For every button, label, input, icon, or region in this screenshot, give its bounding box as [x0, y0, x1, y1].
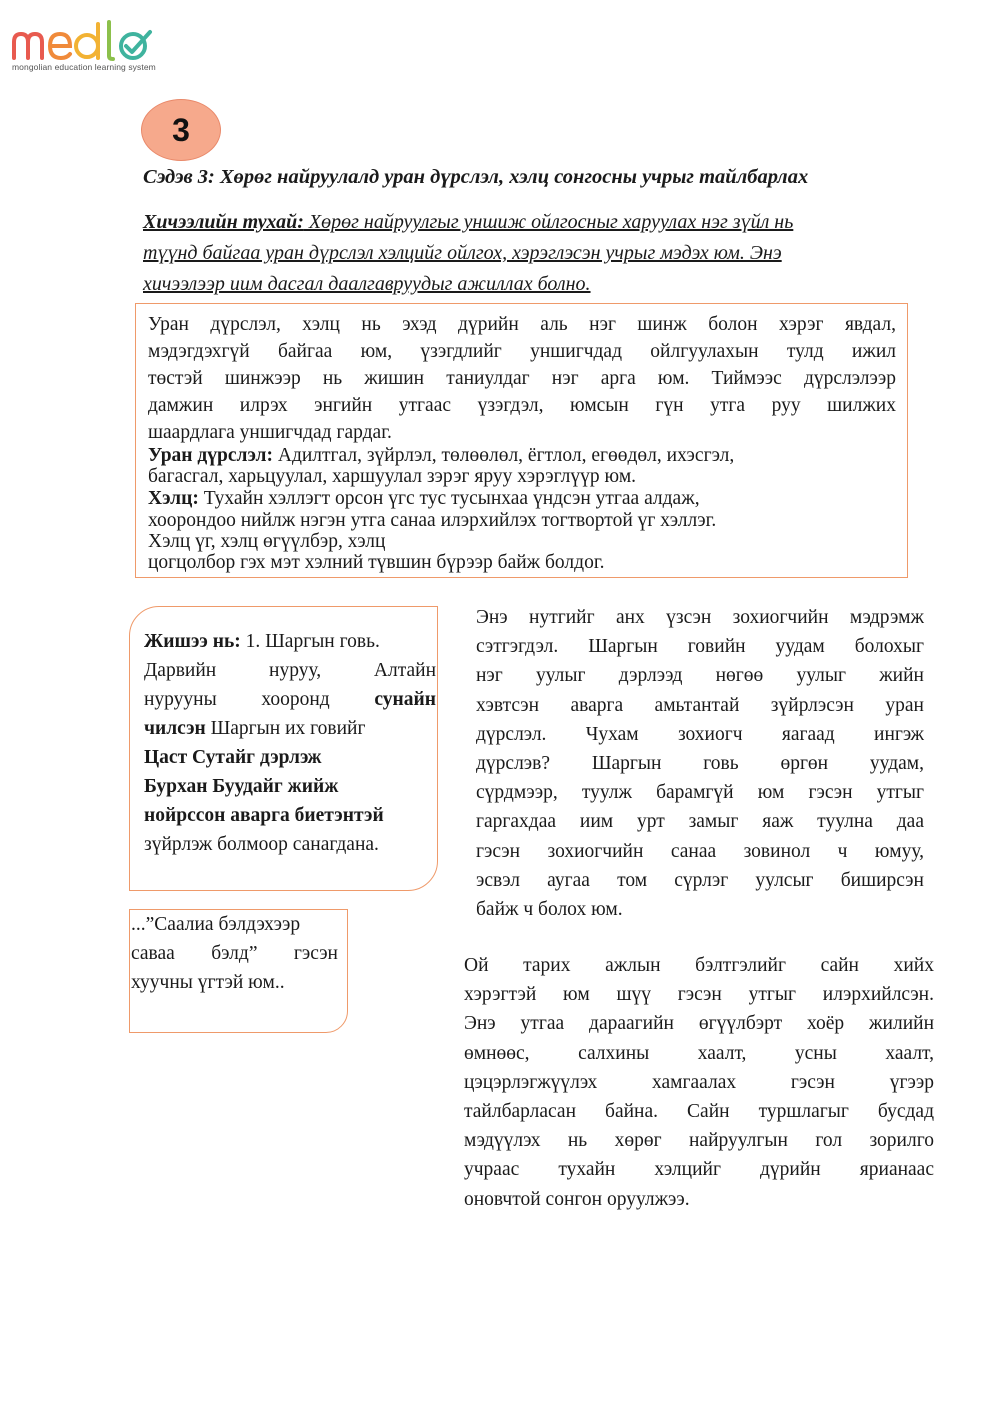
helts-line: хоорондоо нийлж нэгэн утга санаа илэрхийлэх тогтвортой үг хэллэг.: [148, 510, 717, 531]
exp2-line: өмнөөс, салхины хаалт, усны хаалт,: [464, 1042, 934, 1064]
exp2-line: тайлбарласан байна. Сайн туршлагыг бусдад: [464, 1101, 934, 1122]
exp1-line: байж ч болох юм.: [476, 899, 623, 920]
exp2-line: мэдүүлэх нь хөрөг найруулгын гол зорилго: [464, 1130, 934, 1152]
exp2-line: оновчтой сонгон оруулжээ.: [464, 1188, 690, 1210]
definition-line: төстэй шинжээр нь жишин таниулдаг нэг арга юм. Тиймээс дүрслэлээр: [148, 368, 896, 389]
example-line: [144, 718, 436, 740]
example-bold: сунайн: [374, 689, 436, 710]
example-line: Бурхан Буудайг жийж: [144, 776, 339, 797]
uran-line: [148, 445, 734, 467]
example-line: [144, 631, 436, 653]
exp1-line: эсвэл аугаа том сүрлэг уулсыг биширсэн: [476, 869, 924, 891]
topic-title: Сэдэв 3: Хөрөг найруулалд уран дүрслэл, хэлц сонгосны учрыг тайлбарлах: [143, 166, 809, 188]
about-line: хичээлээр иим дасгал даалгавруудыг ажиллах болно.: [143, 273, 591, 295]
helts-line: цогцолбор гэх мэт хэлний түвшин бүрээр байж болдог.: [148, 552, 605, 573]
about-line: Хөрөг найруулгыг уншиж ойлгосныг харуулах нэг зүйл нь: [303, 211, 794, 233]
example-text: 1. Шаргын говь.: [240, 631, 380, 652]
helts-text: Тухайн хэллэгт орсон үгс тус тусынхаа үндсэн утгаа алдаж,: [198, 488, 700, 509]
example-line: зүйрлэж болмоор санагдана.: [144, 834, 379, 855]
exp1-line: дүрслэв? Шаргын говь өргөн уудам,: [476, 753, 924, 774]
uran-line: багасгал, харьцуулал, харшуулал зэрэг яруу хэрэглүүр юм.: [148, 466, 637, 487]
quote-line: хуучны үгтэй юм..: [131, 972, 285, 993]
about-label: Хичээлийн тухай:: [143, 211, 304, 233]
helts-line: Хэлц үг, хэлц өгүүлбэр, хэлц: [148, 531, 386, 552]
definition-line: шаардлага уншигчдад гардаг.: [148, 422, 392, 443]
exp2-line: цэцэрлэгжүүлэх хамгаалах гэсэн үгээр: [464, 1071, 934, 1093]
exp1-line: хэвтсэн аварга амьтантай зүйрлэсэн уран: [476, 694, 924, 716]
uran-label: Уран дүрслэл:: [148, 445, 273, 466]
example-line3: [144, 689, 436, 711]
quote-line: ...”Саалиа бэлдэхээр: [131, 914, 301, 935]
exp2-line: хэрэгтэй юм шүү гэсэн утгыг илэрхийлсэн.: [464, 984, 934, 1006]
example-text: нурууны хооронд: [144, 689, 375, 710]
about-line: түүнд байгаа уран дүрслэл хэлцийг ойлгох, хэрэглэсэн учрыг мэдэх юм. Энэ: [143, 242, 782, 264]
exp1-line: гаргахдаа иим урт замыг яаж туулна даа: [476, 811, 924, 833]
exp1-line: гэсэн зохиогчийн санаа зовинол ч юмуу,: [476, 840, 924, 862]
uran-text: Адилтгал, зүйрлэл, төлөөлөл, ёгтлол, егөөдөл, ихэсгэл,: [272, 445, 735, 466]
quote-line: саваа бэлд” гэсэн: [131, 943, 338, 964]
example-line: Дарвийн нуруу, Алтайн: [144, 660, 436, 681]
definition-line: дамжин илрэх энгийн утгаас үзэгдэл, юмсын гүн утга руу шилжих: [148, 395, 896, 416]
lesson-number-badge: 3: [141, 99, 221, 161]
helts-label: Хэлц:: [148, 488, 199, 509]
example-label: Жишээ нь:: [144, 631, 241, 652]
example-line: [144, 689, 436, 711]
exp1-line: Энэ нутгийг анх үзсэн зохиогчийн мэдрэмж: [476, 607, 924, 628]
exp2-line: учраас тухайн хэлцийг дүрийн ярианаас: [464, 1159, 934, 1181]
exp2-line: Ой тарих ажлын бэлтгэлийг сайн хийх: [464, 955, 934, 976]
helts-line: [148, 488, 700, 510]
example-bold: чилсэн: [144, 718, 206, 739]
exp1-line: дүрслэл. Чухам зохиогч яагаад ингэж: [476, 723, 924, 745]
exp1-line: нэг уулыг дэрлээд нөгөө уулыг жийн: [476, 665, 924, 687]
logo-tagline: mongolian education learning system: [12, 62, 156, 72]
example-line: Цаст Сутайг дэрлэж: [144, 747, 322, 768]
lesson-about: [143, 207, 910, 300]
exp1-line: сүрдмээр, туулж барамгүй юм гэсэн утгыг: [476, 782, 924, 804]
definition-line: мэдэгдэхгүй байгаа юм, үзэгдлийг уншигчдад ойлгуулахын тулд ижил: [148, 341, 896, 362]
exp2-line: Энэ утгаа дараагийн өгүүлбэрт хоёр жилийн: [464, 1013, 934, 1035]
example-text: Шаргын их говийг: [205, 718, 366, 739]
exp1-line: сэтгэгдэл. Шаргын говийн уудам болохыг: [476, 636, 924, 658]
definition-line: Уран дүрслэл, хэлц нь эхэд дүрийн аль нэг шинж болон хэрэг явдал,: [148, 314, 896, 335]
example-line: нойрссон аварга биетэнтэй: [144, 805, 384, 826]
